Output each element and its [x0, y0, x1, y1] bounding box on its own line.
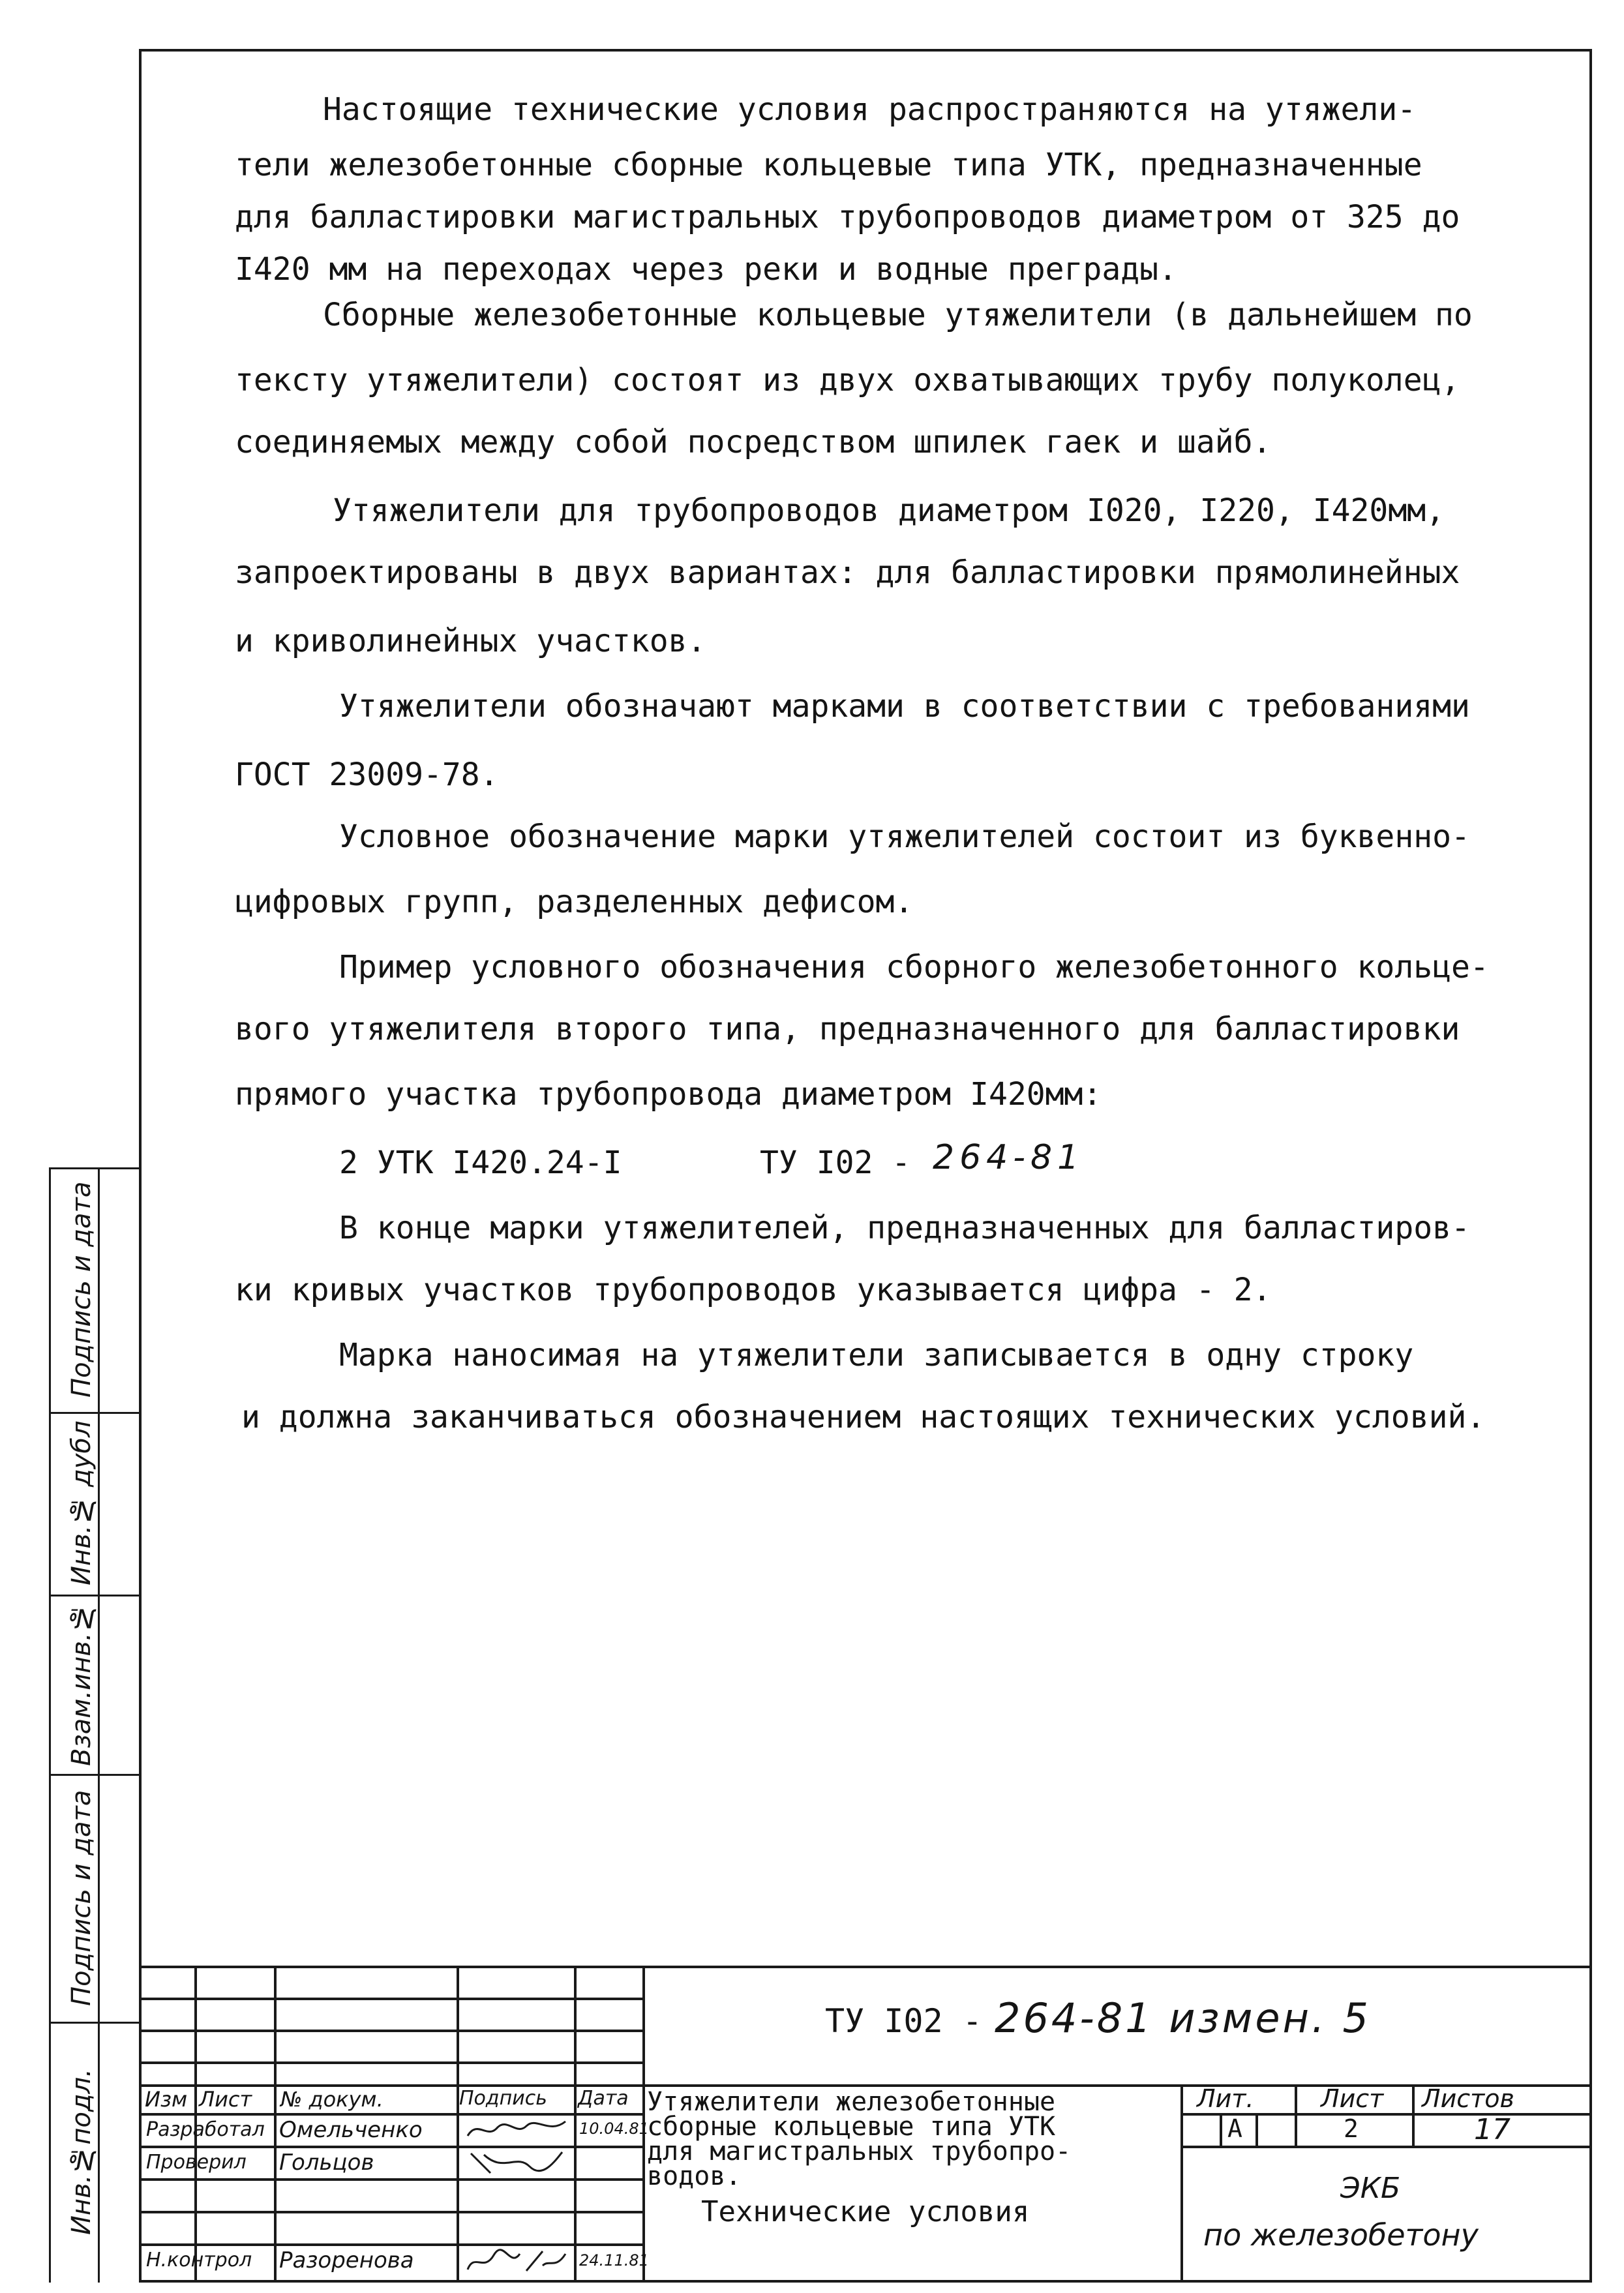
body-line-1: Настоящие технические условия распространяются на утяжели- [323, 91, 1417, 128]
body-line-5: Сборные железобетонные кольцевые утяжелители (в дальнейшем по [323, 297, 1473, 333]
tb-col-8 [1412, 2084, 1415, 2146]
tb-col-3 [457, 1966, 459, 2280]
side-label-inv-dubl: Инв.№ дубл [67, 1420, 97, 1586]
tb-row-line-2 [142, 2030, 644, 2032]
doc-title-line-5: Технические условия [701, 2195, 1030, 2228]
body-line-15: Пример условного обозначения сборного железобетонного кольце- [339, 949, 1489, 985]
row1-role: Разработал [146, 2118, 265, 2141]
body-line-8: Утяжелители для трубопроводов диаметром I020, I220, I420мм, [333, 492, 1445, 529]
body-line-12: ГОСТ 23009-78. [235, 757, 499, 793]
row1-date: 10.04.81 [579, 2120, 649, 2138]
body-line-18: В конце марки утяжелителей, предназначенных для балластиров- [339, 1210, 1470, 1246]
doc-title-line-3: для магистральных трубопро- [647, 2136, 1072, 2166]
row2-role: Проверил [146, 2151, 247, 2174]
designation-prefix: ТУ I02 - [825, 2002, 982, 2040]
row3-name: Разоренова [279, 2247, 414, 2273]
row3-date: 24.11.81 [579, 2251, 649, 2270]
tb-row-line-7 [142, 2211, 644, 2213]
body-line-9: запроектированы в двух вариантах: для балластировки прямолинейных [235, 554, 1460, 591]
header-date: Дата [578, 2087, 629, 2110]
side-label-sign-date-top: Подпись и дата [67, 1181, 97, 1398]
side-label-sign-date-bottom: Подпись и дата [67, 1790, 97, 2006]
body-line-20: Марка наносимая на утяжелители записывается в одну строку [339, 1337, 1414, 1373]
body-line-17: прямого участка трубопровода диаметром I420мм: [235, 1076, 1102, 1113]
tb-row-line-3 [142, 2061, 644, 2064]
sheets-label: Листов [1422, 2084, 1514, 2113]
body-line-2: тели железобетонные сборные кольцевые типа УТК, предназначенные [235, 147, 1422, 183]
row1-signature [464, 2116, 569, 2144]
body-line-16: вого утяжелителя второго типа, предназначенного для балластировки [235, 1011, 1460, 1047]
body-line-4: I420 мм на переходах через реки и водные преграды. [235, 251, 1177, 288]
row3-signature [464, 2246, 569, 2275]
tb-row-line-4 [142, 2113, 644, 2116]
sheet-label: Лист [1321, 2084, 1384, 2113]
sheets-value: 17 [1474, 2113, 1511, 2146]
tb-col-6 [1180, 2084, 1183, 2280]
body-line-7: соединяемых между собой посредством шпилек гаек и шайб. [235, 424, 1272, 460]
tb-col-7 [1295, 2084, 1297, 2146]
tb-lit-value-line [1180, 2146, 1589, 2148]
lit-label: Лит. [1197, 2084, 1254, 2113]
side-label-inv-podl: Инв.№подл. [67, 2069, 97, 2236]
designation-handwritten: 264-81 измен. 5 [995, 1994, 1371, 2042]
doc-title-line-2: сборные кольцевые типа УТК [647, 2112, 1056, 2142]
header-list: Лист [199, 2087, 252, 2112]
doc-title-line-4: водов. [647, 2161, 742, 2191]
org-line-2: по железобетону [1203, 2217, 1479, 2253]
row1-name: Омельченко [279, 2117, 423, 2143]
header-sign: Подпись [459, 2087, 547, 2110]
body-line-11: Утяжелители обозначают марками в соответствии с требованиями [339, 688, 1470, 725]
header-izm: Изм [145, 2087, 188, 2112]
row2-signature [464, 2147, 569, 2177]
example-tu-number: 264-81 [933, 1138, 1085, 1177]
sheet-value: 2 [1344, 2114, 1359, 2143]
body-line-6: тексту утяжелители) состоят из двух охватывающих трубу полуколец, [235, 362, 1460, 398]
body-line-19: ки кривых участков трубопроводов указывается цифра - 2. [235, 1272, 1272, 1308]
body-line-10: и криволинейных участков. [235, 623, 706, 659]
header-doc: № докум. [280, 2087, 383, 2112]
tb-lit-sub-1 [1220, 2113, 1222, 2146]
body-line-3: для балластировки магистральных трубопроводов диаметром от 325 до [235, 199, 1460, 235]
body-line-13: Условное обозначение марки утяжелителей состоит из буквенно- [339, 818, 1470, 855]
tb-row-line-6 [142, 2178, 644, 2181]
tb-top-line [142, 1966, 1589, 1968]
side-strip-left-edge [49, 1167, 51, 2283]
tb-col-4 [574, 1966, 577, 2280]
row3-role: Н.контрол [146, 2249, 252, 2271]
body-line-21: и должна заканчиваться обозначением настоящих технических условий. [241, 1399, 1486, 1435]
side-label-vzam-inv: Взам.инв.№ [67, 1602, 97, 1766]
example-mark: 2 УТК I420.24-I [339, 1145, 622, 1181]
example-tu-prefix: ТУ I02 - [760, 1145, 911, 1181]
tb-lit-sub-2 [1256, 2113, 1258, 2146]
doc-title-line-1: Утяжелители железобетонные [647, 2087, 1056, 2117]
lit-value: А [1227, 2114, 1242, 2143]
tb-col-2 [274, 1966, 277, 2280]
tb-row-line-1 [142, 1998, 644, 2000]
org-line-1: ЭКБ [1340, 2172, 1401, 2205]
body-line-14: цифровых групп, разделенных дефисом. [235, 884, 914, 920]
row2-name: Гольцов [279, 2150, 374, 2176]
